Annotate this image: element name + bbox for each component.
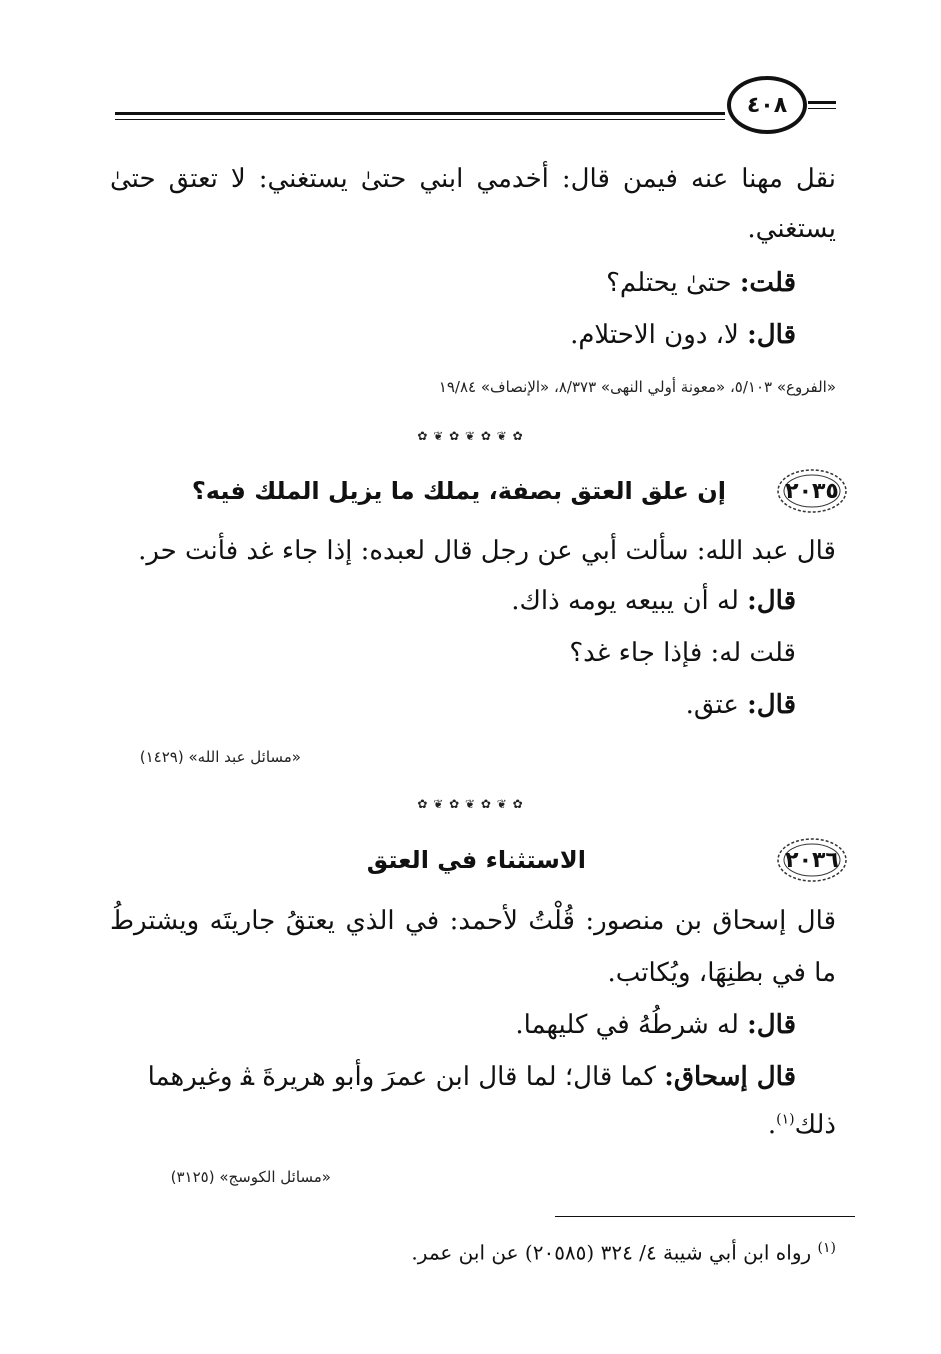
header-rule-right-thin bbox=[808, 108, 836, 109]
issue-title: إن علق العتق بصفة، يملك ما يزيل الملك فيه؟ bbox=[191, 477, 726, 505]
issue-title: الاستثناء في العتق bbox=[366, 846, 586, 874]
question-text: حتىٰ يحتلم؟ bbox=[606, 268, 732, 298]
paragraph-line: قال إسحاق بن منصور: قُلْتُ لأحمد: في الذي يعتقُ جاريتَه ويشترطُ bbox=[110, 906, 836, 936]
answer-text: له أن يبيعه يومه ذاك. bbox=[511, 586, 739, 616]
answer-text: كما قال؛ لما قال ابن عمرَ وأبو هريرةَ ﭭ وغيرهما bbox=[147, 1062, 656, 1092]
section-divider: ✿ ❦ ✿ ❦ ✿ ❦ ✿ bbox=[417, 797, 524, 811]
answer-line bbox=[110, 1010, 796, 1040]
speaker-label: قلت: bbox=[739, 268, 796, 298]
answer-line bbox=[110, 586, 796, 616]
question-line: قلت له: فإذا جاء غد؟ bbox=[569, 638, 796, 668]
paragraph-line: ما في بطنِهَا، ويُكاتب. bbox=[607, 958, 836, 988]
issue-number-badge: ٢٠٣٥ bbox=[775, 466, 849, 516]
footnote-rule bbox=[555, 1216, 855, 1217]
speaker-label: قال: bbox=[747, 690, 796, 720]
header-rule-thick bbox=[115, 112, 725, 115]
source-citation: «الفروع» ٥/١٠٣، «معونة أولي النهى» ٨/٣٧٣، «الإنصاف» ١٩/٨٤ bbox=[438, 378, 836, 396]
issue-number-badge: ٢٠٣٦ bbox=[775, 835, 849, 885]
source-citation: «مسائل عبد الله» (١٤٢٩) bbox=[139, 748, 301, 766]
speaker-label: قال: bbox=[747, 1010, 796, 1040]
footnote-marker: (١) bbox=[817, 1240, 836, 1256]
answer-text: عتق. bbox=[685, 690, 739, 720]
footnote bbox=[411, 1240, 836, 1265]
paragraph-line: نقل مهنا عنه فيمن قال: أخدمي ابني حتىٰ يستغني: لا تعتق حتىٰ bbox=[110, 164, 836, 194]
speaker-label: قال إسحاق: bbox=[664, 1062, 796, 1092]
header-rule-right-thick bbox=[808, 101, 836, 104]
answer-text: لا، دون الاحتلام. bbox=[570, 320, 739, 350]
paragraph-line: يستغني. bbox=[747, 214, 836, 244]
footnote-text: رواه ابن أبي شيبة ٤/ ٣٢٤ (٢٠٥٨٥) عن ابن عمر. bbox=[411, 1240, 812, 1265]
speaker-label: قال: bbox=[747, 320, 796, 350]
footnote-reference[interactable]: (١) bbox=[776, 1111, 795, 1128]
paragraph-line: قال عبد الله: سألت أبي عن رجل قال لعبده: إذا جاء غد فأنت حر. bbox=[138, 536, 836, 566]
header-rule-thin bbox=[115, 119, 725, 120]
source-citation: «مسائل الكوسج» (٣١٢٥) bbox=[170, 1168, 331, 1186]
question-line bbox=[110, 268, 796, 298]
answer-line bbox=[110, 690, 796, 720]
answer-line bbox=[110, 1062, 796, 1092]
page-number: ٤٠٨ bbox=[727, 76, 807, 134]
answer-text: له شرطُهُ في كليهما. bbox=[515, 1010, 739, 1040]
answer-line bbox=[110, 320, 796, 350]
paragraph-line: ذلك$^{(١)}$. bbox=[767, 1110, 836, 1140]
section-divider: ✿ ❦ ✿ ❦ ✿ ❦ ✿ bbox=[417, 429, 524, 443]
speaker-label: قال: bbox=[747, 586, 796, 616]
